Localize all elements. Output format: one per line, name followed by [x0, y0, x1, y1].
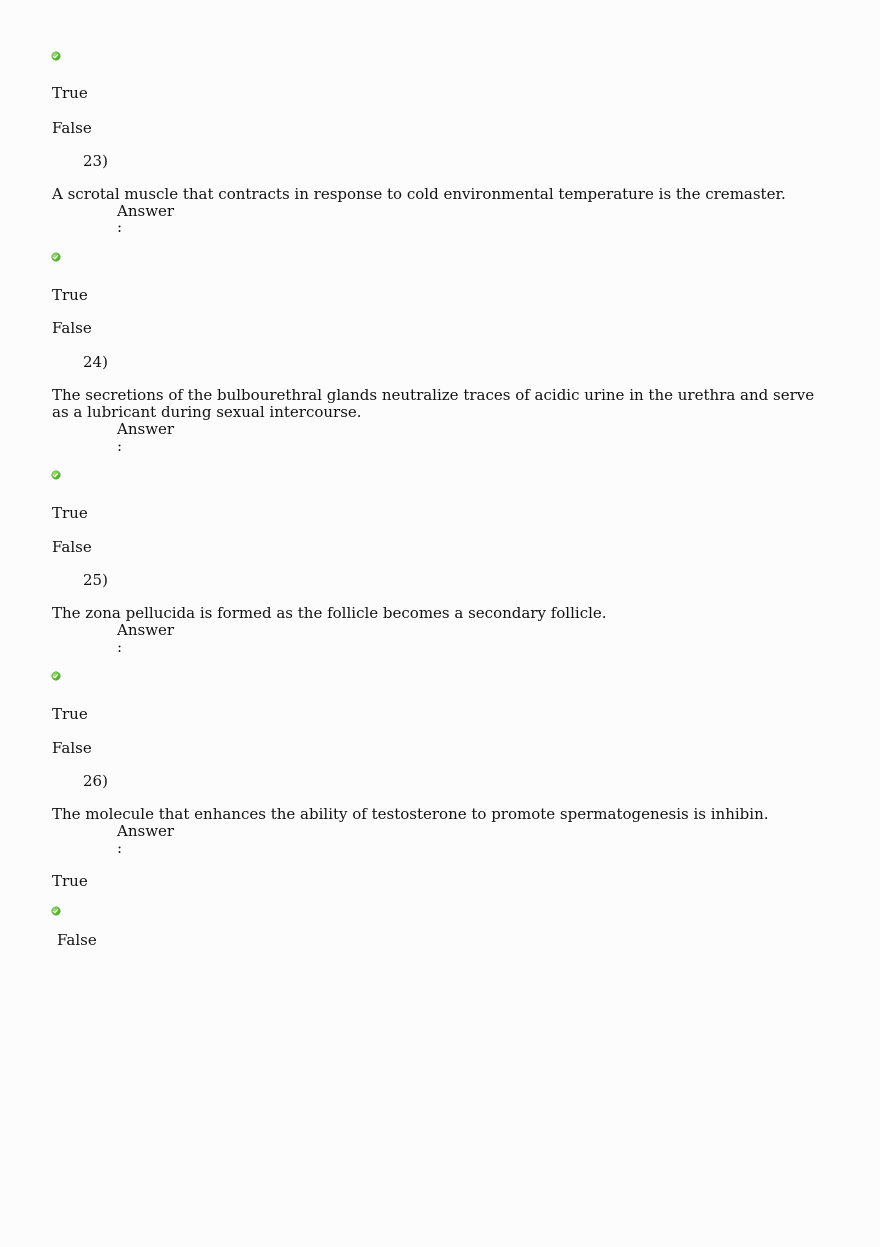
- correct-check-icon: [52, 907, 60, 915]
- answer-colon: :: [117, 638, 123, 656]
- answer-label: Answer: [117, 202, 175, 220]
- correct-check-icon: [52, 253, 60, 261]
- question-text: The secretions of the bulbourethral glands neutralize traces of acidic urine in the urethra and serve as a lubricant during sexual intercourse.: [52, 386, 815, 421]
- question-number: 24): [83, 353, 108, 371]
- answer-colon: :: [117, 218, 123, 236]
- answer-label: Answer: [117, 621, 175, 639]
- option-false[interactable]: False: [57, 931, 97, 949]
- option-false[interactable]: False: [52, 319, 92, 337]
- option-true[interactable]: True: [52, 705, 88, 723]
- option-false[interactable]: False: [52, 739, 92, 757]
- answer-label: Answer: [117, 822, 175, 840]
- option-true[interactable]: True: [52, 504, 88, 522]
- option-false[interactable]: False: [52, 538, 92, 556]
- option-true[interactable]: True: [52, 84, 88, 102]
- correct-check-icon: [52, 471, 60, 479]
- option-true[interactable]: True: [52, 872, 88, 890]
- answer-colon: :: [117, 839, 123, 857]
- question-text: A scrotal muscle that contracts in response to cold environmental temperature is the cremaster.: [52, 185, 786, 203]
- option-false[interactable]: False: [52, 119, 92, 137]
- option-true[interactable]: True: [52, 286, 88, 304]
- answer-label: Answer: [117, 420, 175, 438]
- correct-check-icon: [52, 52, 60, 60]
- answer-colon: :: [117, 437, 123, 455]
- question-number: 26): [83, 772, 108, 790]
- question-number: 25): [83, 571, 108, 589]
- question-text: The zona pellucida is formed as the follicle becomes a secondary follicle.: [52, 604, 607, 622]
- correct-check-icon: [52, 672, 60, 680]
- question-number: 23): [83, 152, 108, 170]
- question-text: The molecule that enhances the ability of testosterone to promote spermatogenesis is inhibin.: [52, 805, 769, 823]
